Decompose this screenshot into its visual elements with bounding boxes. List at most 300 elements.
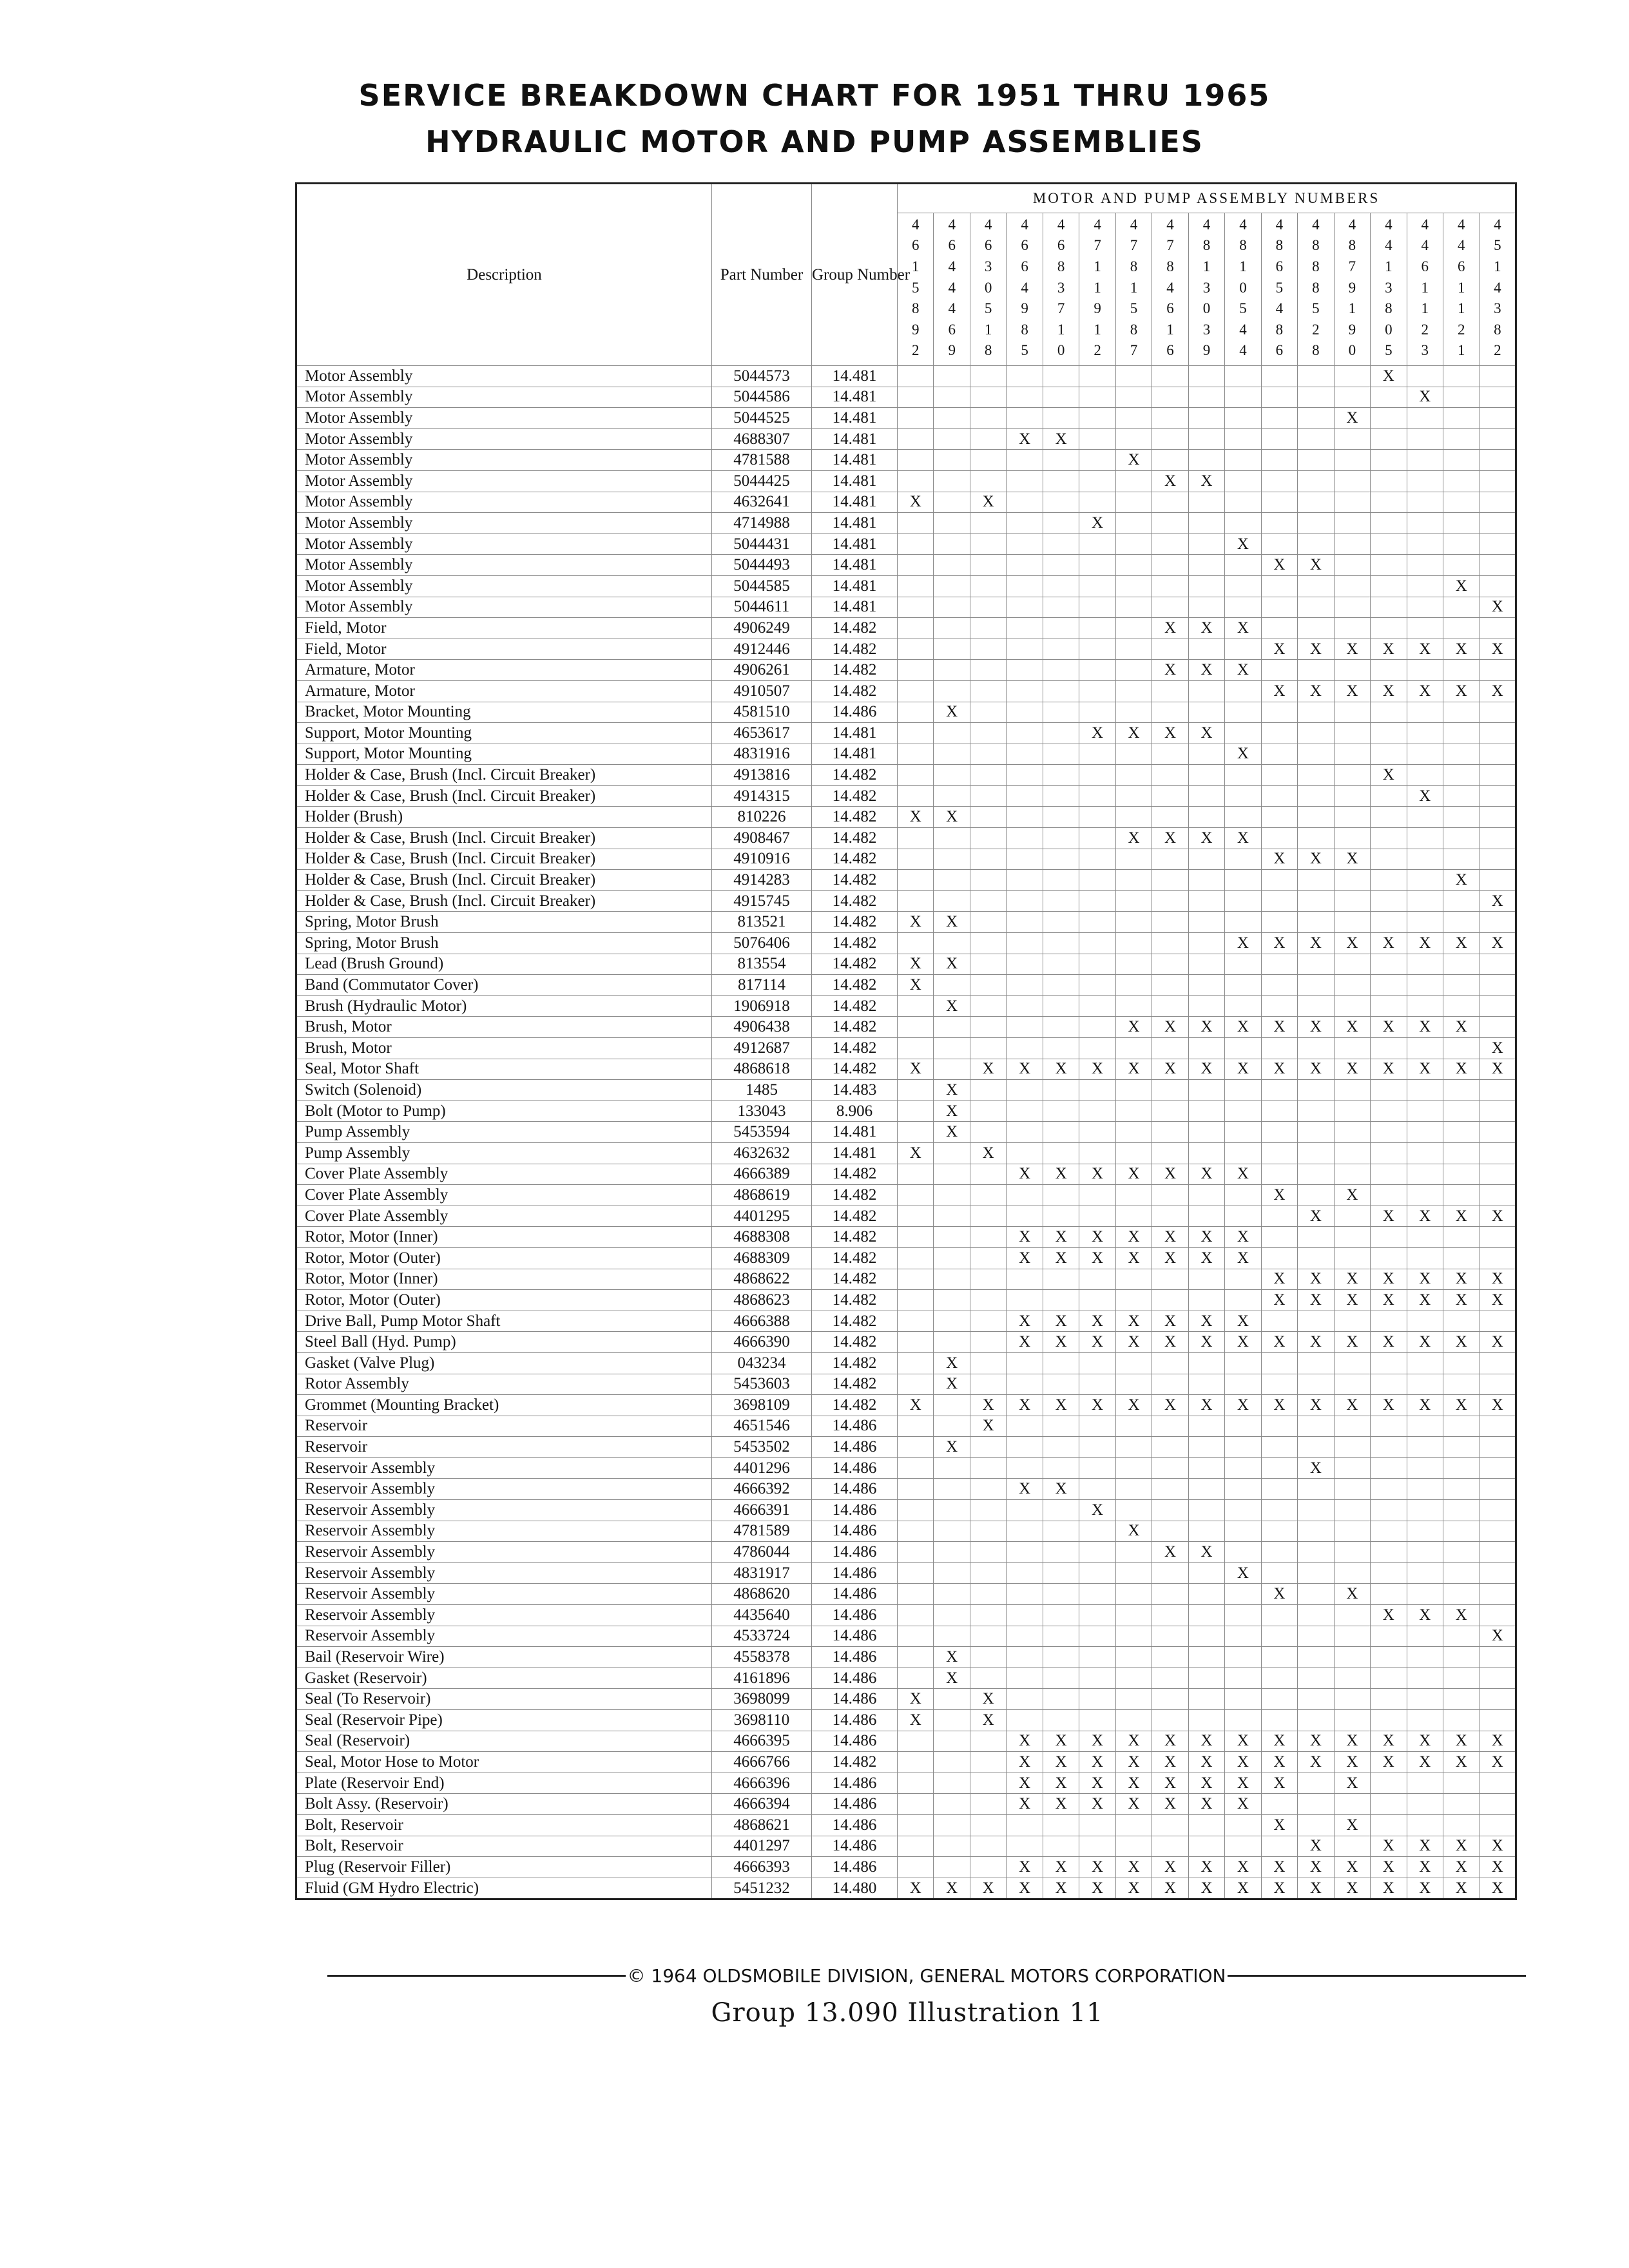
assembly-mark-cell bbox=[1407, 1500, 1443, 1521]
assembly-mark-cell bbox=[1225, 1206, 1261, 1227]
assembly-mark-cell: X bbox=[1480, 1626, 1516, 1647]
assembly-mark-cell bbox=[1079, 1017, 1115, 1038]
assembly-mark-cell bbox=[934, 1562, 970, 1584]
assembly-mark-cell bbox=[898, 1290, 934, 1311]
assembly-number-digit: 9 bbox=[1021, 300, 1028, 317]
assembly-mark-cell: X bbox=[1480, 1857, 1516, 1878]
assembly-mark-cell bbox=[1334, 1311, 1370, 1332]
part-number-cell: 5044585 bbox=[712, 575, 812, 597]
assembly-mark-cell: X bbox=[1188, 1395, 1224, 1416]
assembly-mark-cell: X bbox=[1188, 1773, 1224, 1794]
assembly-mark-cell: X bbox=[1188, 1247, 1224, 1269]
assembly-mark-cell bbox=[934, 1773, 970, 1794]
assembly-mark-cell bbox=[1188, 1689, 1224, 1710]
assembly-mark-cell bbox=[1043, 450, 1079, 471]
assembly-mark-cell bbox=[1007, 1374, 1043, 1395]
assembly-mark-cell bbox=[934, 492, 970, 513]
assembly-mark-cell bbox=[1225, 597, 1261, 618]
group-number-cell: 14.482 bbox=[812, 849, 898, 870]
assembly-mark-cell: X bbox=[1007, 1479, 1043, 1500]
assembly-mark-cell bbox=[1152, 890, 1188, 912]
assembly-mark-cell bbox=[934, 597, 970, 618]
assembly-mark-cell bbox=[1188, 533, 1224, 555]
assembly-mark-cell bbox=[1443, 1500, 1480, 1521]
assembly-number-digit: 0 bbox=[1057, 342, 1065, 359]
assembly-mark-cell: X bbox=[898, 1059, 934, 1080]
assembly-mark-cell bbox=[1261, 828, 1297, 849]
assembly-mark-cell bbox=[970, 1227, 1006, 1248]
assembly-mark-cell bbox=[898, 1269, 934, 1290]
assembly-mark-cell bbox=[1007, 785, 1043, 807]
assembly-number-digit: 1 bbox=[1130, 279, 1138, 296]
assembly-mark-cell bbox=[970, 597, 1006, 618]
assembly-mark-cell: X bbox=[1115, 1247, 1152, 1269]
assembly-mark-cell: X bbox=[1079, 1247, 1115, 1269]
assembly-mark-cell bbox=[1225, 470, 1261, 492]
part-number-cell: 4831916 bbox=[712, 744, 812, 765]
assembly-mark-cell bbox=[1261, 1521, 1297, 1542]
assembly-mark-cell bbox=[1188, 387, 1224, 408]
assembly-mark-cell bbox=[1115, 702, 1152, 723]
assembly-mark-cell bbox=[1371, 1352, 1407, 1374]
assembly-mark-cell bbox=[1443, 1542, 1480, 1563]
assembly-mark-cell bbox=[1371, 954, 1407, 975]
assembly-mark-cell: X bbox=[1043, 1878, 1079, 1899]
assembly-mark-cell bbox=[1007, 597, 1043, 618]
assembly-mark-cell bbox=[1407, 1164, 1443, 1185]
assembly-number-digit: 0 bbox=[1348, 342, 1356, 359]
assembly-mark-cell bbox=[1480, 1814, 1516, 1836]
assembly-mark-cell bbox=[1079, 1374, 1115, 1395]
assembly-mark-cell: X bbox=[1043, 1164, 1079, 1185]
assembly-mark-cell: X bbox=[1443, 680, 1480, 702]
assembly-mark-cell: X bbox=[1371, 1269, 1407, 1290]
assembly-number-digit: 0 bbox=[1385, 321, 1393, 338]
assembly-mark-cell bbox=[1043, 1562, 1079, 1584]
assembly-number-digit: 5 bbox=[1239, 300, 1247, 317]
assembly-number-digit: 6 bbox=[1021, 237, 1028, 254]
header-assembly-numbers: MOTOR AND PUMP ASSEMBLY NUMBERS bbox=[898, 184, 1516, 213]
part-number-cell: 4666392 bbox=[712, 1479, 812, 1500]
assembly-mark-cell bbox=[1043, 1814, 1079, 1836]
assembly-mark-cell bbox=[1188, 513, 1224, 534]
assembly-mark-cell: X bbox=[1225, 1311, 1261, 1332]
assembly-mark-cell bbox=[1371, 1814, 1407, 1836]
table-row bbox=[296, 618, 1516, 639]
assembly-mark-cell bbox=[970, 1731, 1006, 1752]
assembly-mark-cell bbox=[1334, 1457, 1370, 1479]
assembly-mark-cell bbox=[898, 1836, 934, 1857]
group-number-cell: 14.486 bbox=[812, 1542, 898, 1563]
assembly-number-digit: 1 bbox=[1458, 279, 1465, 296]
assembly-mark-cell bbox=[1079, 639, 1115, 660]
assembly-mark-cell bbox=[1334, 1416, 1370, 1437]
assembly-mark-cell bbox=[898, 765, 934, 786]
table-row bbox=[296, 1247, 1516, 1269]
assembly-mark-cell bbox=[1079, 366, 1115, 387]
assembly-mark-cell bbox=[934, 387, 970, 408]
assembly-mark-cell bbox=[898, 680, 934, 702]
assembly-mark-cell bbox=[1188, 639, 1224, 660]
assembly-mark-cell bbox=[1043, 408, 1079, 429]
assembly-mark-cell: X bbox=[1480, 1731, 1516, 1752]
table-row bbox=[296, 428, 1516, 450]
table-row bbox=[296, 765, 1516, 786]
assembly-mark-cell bbox=[1043, 1038, 1079, 1059]
assembly-number-digit: 8 bbox=[1312, 279, 1320, 296]
assembly-mark-cell bbox=[1371, 849, 1407, 870]
table-row bbox=[296, 1710, 1516, 1731]
assembly-mark-cell bbox=[1043, 387, 1079, 408]
assembly-mark-cell bbox=[1043, 933, 1079, 954]
assembly-mark-cell: X bbox=[934, 1352, 970, 1374]
assembly-mark-cell: X bbox=[1261, 1290, 1297, 1311]
assembly-mark-cell bbox=[1407, 702, 1443, 723]
assembly-mark-cell bbox=[934, 366, 970, 387]
assembly-number-header bbox=[1079, 213, 1115, 366]
assembly-mark-cell bbox=[1043, 785, 1079, 807]
assembly-mark-cell bbox=[1298, 1626, 1334, 1647]
table-row bbox=[296, 1395, 1516, 1416]
assembly-mark-cell bbox=[1007, 1122, 1043, 1143]
assembly-mark-cell bbox=[1371, 555, 1407, 576]
assembly-mark-cell: X bbox=[1225, 933, 1261, 954]
table-row bbox=[296, 1416, 1516, 1437]
assembly-mark-cell bbox=[970, 618, 1006, 639]
assembly-mark-cell bbox=[1334, 1521, 1370, 1542]
assembly-mark-cell: X bbox=[1334, 680, 1370, 702]
assembly-number-digit: 7 bbox=[1130, 237, 1138, 254]
assembly-number-digit: 1 bbox=[1421, 279, 1429, 296]
assembly-mark-cell: X bbox=[1298, 1269, 1334, 1290]
assembly-mark-cell bbox=[1188, 807, 1224, 828]
assembly-mark-cell bbox=[970, 1080, 1006, 1101]
assembly-mark-cell bbox=[1261, 1247, 1297, 1269]
assembly-mark-cell: X bbox=[1225, 1395, 1261, 1416]
description-cell: Motor Assembly bbox=[296, 597, 712, 618]
assembly-mark-cell: X bbox=[1480, 1269, 1516, 1290]
group-number-cell: 14.482 bbox=[812, 618, 898, 639]
assembly-mark-cell bbox=[1443, 450, 1480, 471]
assembly-mark-cell: X bbox=[1007, 1227, 1043, 1248]
assembly-mark-cell bbox=[970, 995, 1006, 1017]
part-number-cell: 4666390 bbox=[712, 1332, 812, 1353]
assembly-mark-cell bbox=[1188, 744, 1224, 765]
assembly-mark-cell bbox=[1043, 1290, 1079, 1311]
assembly-mark-cell bbox=[1043, 1100, 1079, 1122]
part-number-cell: 4435640 bbox=[712, 1605, 812, 1626]
assembly-mark-cell bbox=[1261, 1689, 1297, 1710]
assembly-mark-cell bbox=[1043, 1667, 1079, 1689]
assembly-mark-cell: X bbox=[934, 954, 970, 975]
assembly-mark-cell bbox=[1371, 870, 1407, 891]
assembly-mark-cell bbox=[1079, 1038, 1115, 1059]
assembly-mark-cell bbox=[1007, 933, 1043, 954]
part-number-cell: 4632641 bbox=[712, 492, 812, 513]
assembly-mark-cell: X bbox=[1334, 408, 1370, 429]
assembly-mark-cell bbox=[1298, 408, 1334, 429]
assembly-mark-cell bbox=[1115, 428, 1152, 450]
assembly-number-digit: 1 bbox=[911, 258, 920, 275]
assembly-mark-cell: X bbox=[1188, 1731, 1224, 1752]
assembly-mark-cell bbox=[898, 1437, 934, 1458]
assembly-mark-cell bbox=[1371, 723, 1407, 744]
assembly-number-digit: 4 bbox=[1275, 300, 1284, 317]
assembly-mark-cell bbox=[1043, 597, 1079, 618]
assembly-mark-cell bbox=[898, 1038, 934, 1059]
assembly-number-digit: 3 bbox=[1202, 279, 1211, 296]
assembly-mark-cell bbox=[1407, 807, 1443, 828]
assembly-mark-cell bbox=[1371, 1457, 1407, 1479]
assembly-mark-cell bbox=[1007, 1100, 1043, 1122]
assembly-mark-cell bbox=[970, 1100, 1006, 1122]
assembly-mark-cell: X bbox=[1480, 890, 1516, 912]
assembly-mark-cell bbox=[898, 1080, 934, 1101]
description-cell: Seal, Motor Shaft bbox=[296, 1059, 712, 1080]
assembly-mark-cell bbox=[898, 870, 934, 891]
assembly-mark-cell bbox=[1443, 744, 1480, 765]
assembly-mark-cell bbox=[1407, 1185, 1443, 1206]
assembly-mark-cell bbox=[1043, 1647, 1079, 1668]
part-number-cell: 3698099 bbox=[712, 1689, 812, 1710]
assembly-mark-cell: X bbox=[1188, 1227, 1224, 1248]
assembly-mark-cell: X bbox=[1007, 1878, 1043, 1899]
part-number-cell: 4666395 bbox=[712, 1731, 812, 1752]
assembly-mark-cell: X bbox=[1443, 1605, 1480, 1626]
assembly-number-header bbox=[1371, 213, 1407, 366]
assembly-mark-cell bbox=[1443, 1122, 1480, 1143]
assembly-mark-cell bbox=[1043, 1710, 1079, 1731]
assembly-mark-cell bbox=[1261, 870, 1297, 891]
assembly-mark-cell bbox=[1225, 765, 1261, 786]
assembly-mark-cell: X bbox=[1007, 1164, 1043, 1185]
assembly-number-digit: 3 bbox=[1057, 279, 1065, 296]
assembly-number-digit: 5 bbox=[1385, 342, 1393, 359]
assembly-mark-cell bbox=[1371, 1080, 1407, 1101]
assembly-mark-cell bbox=[1298, 1605, 1334, 1626]
assembly-mark-cell bbox=[1371, 492, 1407, 513]
assembly-mark-cell bbox=[970, 1521, 1006, 1542]
assembly-mark-cell bbox=[898, 1247, 934, 1269]
assembly-mark-cell: X bbox=[1443, 933, 1480, 954]
assembly-mark-cell bbox=[1043, 618, 1079, 639]
group-number-cell: 14.482 bbox=[812, 1227, 898, 1248]
table-row bbox=[296, 1584, 1516, 1605]
assembly-mark-cell bbox=[1334, 450, 1370, 471]
assembly-mark-cell bbox=[1043, 533, 1079, 555]
part-number-cell: 4868623 bbox=[712, 1290, 812, 1311]
assembly-number-digit: 7 bbox=[1094, 237, 1101, 254]
assembly-mark-cell bbox=[1043, 513, 1079, 534]
assembly-mark-cell bbox=[1261, 1416, 1297, 1437]
assembly-mark-cell: X bbox=[970, 1142, 1006, 1164]
assembly-mark-cell bbox=[1225, 387, 1261, 408]
assembly-mark-cell: X bbox=[1115, 1752, 1152, 1773]
assembly-mark-cell bbox=[1480, 975, 1516, 996]
assembly-mark-cell bbox=[1480, 428, 1516, 450]
assembly-mark-cell bbox=[1443, 1479, 1480, 1500]
assembly-mark-cell: X bbox=[1443, 1269, 1480, 1290]
description-cell: Spring, Motor Brush bbox=[296, 912, 712, 933]
group-number-cell: 14.482 bbox=[812, 785, 898, 807]
assembly-mark-cell bbox=[1480, 828, 1516, 849]
assembly-mark-cell bbox=[1188, 1142, 1224, 1164]
assembly-mark-cell bbox=[1007, 954, 1043, 975]
assembly-number-digit: 7 bbox=[1130, 342, 1138, 359]
chart-subtitle: HYDRAULIC MOTOR AND PUMP ASSEMBLIES bbox=[425, 124, 1204, 159]
assembly-mark-cell bbox=[1115, 1437, 1152, 1458]
chart-title: SERVICE BREAKDOWN CHART FOR 1951 THRU 1965 bbox=[358, 78, 1271, 113]
assembly-mark-cell bbox=[1480, 702, 1516, 723]
assembly-mark-cell bbox=[1115, 660, 1152, 681]
group-number-cell: 14.482 bbox=[812, 933, 898, 954]
description-cell: Band (Commutator Cover) bbox=[296, 975, 712, 996]
assembly-mark-cell bbox=[1007, 408, 1043, 429]
assembly-mark-cell bbox=[1043, 828, 1079, 849]
assembly-mark-cell: X bbox=[1298, 1017, 1334, 1038]
assembly-mark-cell bbox=[1115, 1038, 1152, 1059]
assembly-mark-cell: X bbox=[1298, 1457, 1334, 1479]
assembly-mark-cell bbox=[1261, 995, 1297, 1017]
assembly-mark-cell bbox=[1115, 1647, 1152, 1668]
assembly-mark-cell: X bbox=[1298, 1878, 1334, 1899]
assembly-mark-cell bbox=[1188, 428, 1224, 450]
table-row bbox=[296, 933, 1516, 954]
table-row bbox=[296, 1290, 1516, 1311]
assembly-mark-cell: X bbox=[1480, 933, 1516, 954]
assembly-mark-cell bbox=[1480, 1605, 1516, 1626]
assembly-mark-cell: X bbox=[1298, 680, 1334, 702]
description-cell: Bolt, Reservoir bbox=[296, 1814, 712, 1836]
assembly-mark-cell bbox=[1261, 1605, 1297, 1626]
assembly-mark-cell bbox=[1043, 470, 1079, 492]
assembly-mark-cell bbox=[1443, 1038, 1480, 1059]
table-row bbox=[296, 470, 1516, 492]
assembly-mark-cell: X bbox=[1115, 1332, 1152, 1353]
assembly-mark-cell: X bbox=[1371, 639, 1407, 660]
assembly-mark-cell bbox=[1152, 1457, 1188, 1479]
assembly-mark-cell bbox=[1334, 1689, 1370, 1710]
assembly-mark-cell bbox=[1334, 428, 1370, 450]
assembly-number-digit: 4 bbox=[1094, 216, 1101, 233]
assembly-mark-cell: X bbox=[1371, 680, 1407, 702]
assembly-mark-cell: X bbox=[1407, 933, 1443, 954]
assembly-mark-cell bbox=[1407, 870, 1443, 891]
assembly-mark-cell: X bbox=[1407, 1206, 1443, 1227]
assembly-number-digit: 4 bbox=[911, 216, 920, 233]
part-number-cell: 4714988 bbox=[712, 513, 812, 534]
assembly-mark-cell bbox=[1152, 1038, 1188, 1059]
assembly-mark-cell bbox=[1298, 1374, 1334, 1395]
assembly-mark-cell bbox=[1152, 1269, 1188, 1290]
assembly-mark-cell bbox=[934, 1332, 970, 1353]
assembly-mark-cell: X bbox=[1298, 849, 1334, 870]
assembly-mark-cell: X bbox=[1152, 1395, 1188, 1416]
description-cell: Brush, Motor bbox=[296, 1017, 712, 1038]
assembly-mark-cell: X bbox=[1152, 660, 1188, 681]
description-cell: Motor Assembly bbox=[296, 492, 712, 513]
assembly-mark-cell bbox=[1480, 744, 1516, 765]
assembly-mark-cell bbox=[970, 533, 1006, 555]
assembly-mark-cell bbox=[1298, 533, 1334, 555]
assembly-mark-cell: X bbox=[1079, 1773, 1115, 1794]
part-number-cell: 3698109 bbox=[712, 1395, 812, 1416]
assembly-mark-cell bbox=[1371, 1667, 1407, 1689]
assembly-number-digit: 1 bbox=[1348, 300, 1356, 317]
assembly-mark-cell: X bbox=[1407, 1752, 1443, 1773]
assembly-mark-cell: X bbox=[1225, 1247, 1261, 1269]
assembly-mark-cell bbox=[1007, 1605, 1043, 1626]
assembly-mark-cell bbox=[1480, 366, 1516, 387]
part-number-cell: 4666394 bbox=[712, 1794, 812, 1815]
table-row bbox=[296, 1059, 1516, 1080]
assembly-mark-cell bbox=[1371, 1227, 1407, 1248]
assembly-mark-cell bbox=[1115, 870, 1152, 891]
assembly-mark-cell bbox=[1298, 660, 1334, 681]
assembly-mark-cell bbox=[1334, 1142, 1370, 1164]
assembly-mark-cell bbox=[1261, 723, 1297, 744]
group-number-cell: 14.482 bbox=[812, 765, 898, 786]
assembly-mark-cell bbox=[970, 1185, 1006, 1206]
assembly-mark-cell bbox=[898, 1206, 934, 1227]
assembly-mark-cell: X bbox=[1443, 1752, 1480, 1773]
assembly-mark-cell bbox=[1334, 1710, 1370, 1731]
assembly-mark-cell bbox=[1115, 912, 1152, 933]
assembly-mark-cell bbox=[1334, 1122, 1370, 1143]
description-cell: Support, Motor Mounting bbox=[296, 723, 712, 744]
assembly-mark-cell bbox=[1261, 807, 1297, 828]
assembly-mark-cell bbox=[970, 912, 1006, 933]
assembly-mark-cell bbox=[1007, 1206, 1043, 1227]
assembly-mark-cell bbox=[1007, 995, 1043, 1017]
assembly-mark-cell: X bbox=[1115, 1311, 1152, 1332]
assembly-mark-cell bbox=[934, 450, 970, 471]
assembly-mark-cell bbox=[1443, 533, 1480, 555]
assembly-number-digit: 2 bbox=[1494, 342, 1501, 359]
table-row bbox=[296, 680, 1516, 702]
assembly-number-digit: 1 bbox=[1385, 258, 1393, 275]
assembly-mark-cell bbox=[1007, 618, 1043, 639]
assembly-mark-cell: X bbox=[1188, 1017, 1224, 1038]
assembly-mark-cell bbox=[1115, 470, 1152, 492]
table-row bbox=[296, 513, 1516, 534]
description-cell: Rotor, Motor (Outer) bbox=[296, 1290, 712, 1311]
part-number-cell: 5044425 bbox=[712, 470, 812, 492]
group-number-cell: 14.486 bbox=[812, 1626, 898, 1647]
assembly-mark-cell bbox=[1407, 1689, 1443, 1710]
assembly-mark-cell bbox=[1371, 1626, 1407, 1647]
assembly-mark-cell bbox=[1079, 1479, 1115, 1500]
assembly-mark-cell: X bbox=[1043, 428, 1079, 450]
assembly-mark-cell: X bbox=[1043, 1247, 1079, 1269]
assembly-mark-cell: X bbox=[898, 1142, 934, 1164]
description-cell: Reservoir Assembly bbox=[296, 1605, 712, 1626]
table-row bbox=[296, 1836, 1516, 1857]
assembly-mark-cell: X bbox=[1115, 1227, 1152, 1248]
assembly-mark-cell bbox=[1261, 1311, 1297, 1332]
assembly-mark-cell bbox=[1480, 1080, 1516, 1101]
assembly-mark-cell bbox=[970, 639, 1006, 660]
assembly-mark-cell bbox=[1371, 513, 1407, 534]
assembly-mark-cell bbox=[898, 1562, 934, 1584]
assembly-mark-cell bbox=[970, 1206, 1006, 1227]
assembly-mark-cell bbox=[1188, 1836, 1224, 1857]
part-number-cell: 4688307 bbox=[712, 428, 812, 450]
description-cell: Rotor Assembly bbox=[296, 1374, 712, 1395]
part-number-cell: 4868619 bbox=[712, 1185, 812, 1206]
assembly-mark-cell bbox=[1298, 1352, 1334, 1374]
assembly-mark-cell bbox=[1043, 702, 1079, 723]
